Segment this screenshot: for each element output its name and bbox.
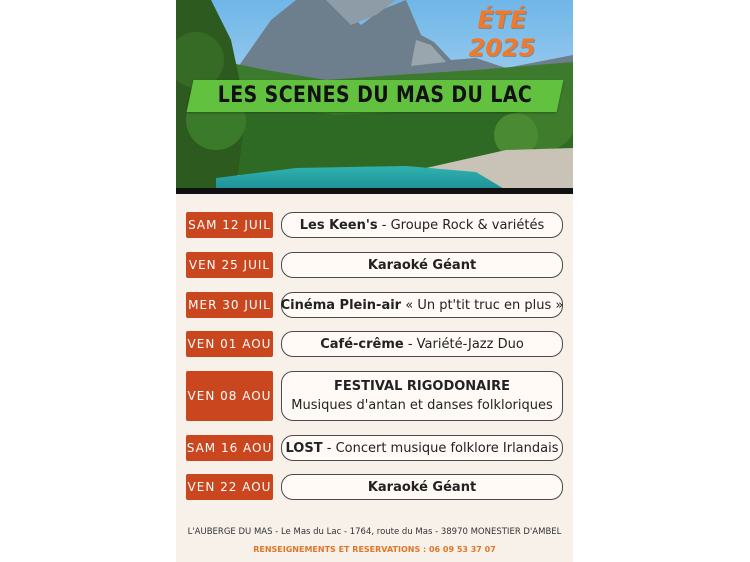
- event-date-badge: VEN 08 AOU: [186, 371, 273, 421]
- event-name: FESTIVAL RIGODONAIRE: [334, 379, 510, 394]
- venue-address: L'AUBERGE DU MAS - Le Mas du Lac - 1764, route du Mas - 38970 MONESTIER D'AMBEL: [187, 527, 562, 537]
- page-title: LES SCENES DU MAS DU LAC: [217, 83, 533, 108]
- season-label: ÉTÉ 2025: [468, 6, 536, 62]
- event-detail: « Un pt'tit truc en plus »: [405, 297, 564, 313]
- event-poster: [176, 0, 573, 562]
- event-date-badge: SAM 12 JUIL: [186, 212, 273, 238]
- event-detail: Musiques d'antan et danses folkloriques: [291, 398, 553, 413]
- photo-divider: [176, 188, 573, 194]
- event-date-badge: VEN 25 JUIL: [186, 252, 273, 278]
- event-name: Les Keen's: [299, 217, 378, 233]
- event-box: [281, 435, 563, 461]
- event-box: [281, 331, 563, 357]
- event-detail: Variété-Jazz Duo: [416, 336, 524, 352]
- event-box: [281, 474, 563, 500]
- event-separator: -: [403, 336, 417, 352]
- event-separator: -: [322, 440, 336, 456]
- event-box: [281, 212, 563, 238]
- event-name: Karaoké Géant: [367, 257, 477, 273]
- event-separator: -: [377, 217, 391, 233]
- event-box: [281, 292, 563, 318]
- event-name: LOST: [285, 440, 323, 456]
- event-name: Café-crême: [320, 336, 404, 352]
- reservation-contact: RENSEIGNEMENTS ET RESERVATIONS : 06 09 53 37 07: [253, 545, 496, 554]
- event-box: [281, 252, 563, 278]
- event-box: [281, 371, 563, 421]
- event-date-badge: SAM 16 AOU: [186, 435, 273, 461]
- event-name: Karaoké Géant: [367, 479, 477, 495]
- event-date-badge: VEN 22 AOU: [186, 474, 273, 500]
- event-detail: Concert musique folklore Irlandais: [335, 440, 559, 456]
- event-name: Cinéma Plein-air: [280, 297, 402, 313]
- event-detail: Groupe Rock & variétés: [390, 217, 545, 233]
- event-date-badge: VEN 01 AOU: [186, 331, 273, 357]
- event-date-badge: MER 30 JUIL: [186, 292, 273, 318]
